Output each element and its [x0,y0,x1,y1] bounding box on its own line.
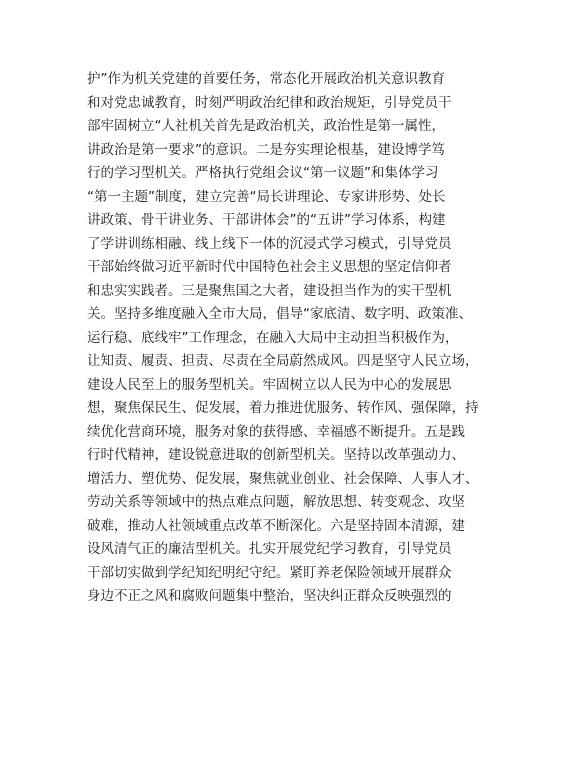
text-line: 破难，推动人社领域重点改革不断深化。六是坚持固本清源，建 [87,517,465,534]
text-line: 行时代精神，建设锐意进取的创新型机关。坚持以改革强动力、 [87,447,465,463]
text-line: 了学讲训练相融、线上线下一体的沉浸式学习模式，引导党员 [87,235,452,252]
text-line: 干部切实做到学纪知纪明纪守纪。紧盯养老保险领域开展群众 [87,564,452,581]
body-text [87,68,507,609]
text-line: 续优化营商环境，服务对象的获得感、幸福感不断提升。五是践 [87,423,465,440]
text-line: 运行稳、底线牢”工作理念，在融入大局中主动担当积极作为， [87,329,459,346]
text-line: 讲政策、骨干讲业务、干部讲体会”的“五讲”学习体系，构建 [87,212,446,228]
text-line: 设风清气正的廉洁型机关。扎实开展党纪学习教育，引导党员 [87,541,452,557]
text-line: 想，聚焦保民生、促发展，着力推进优服务、转作风、强保障，持 [87,400,479,416]
text-line: 护”作为机关党建的首要任务，常态化开展政治机关意识教育 [87,71,445,87]
text-line: 干部始终做习近平新时代中国特色社会主义思想的坚定信仰者 [87,259,452,275]
text-line: 和对党忠诚教育，时刻严明政治纪律和政治规矩，引导党员干 [87,94,452,111]
text-line: 和忠实实践者。三是聚焦国之大者，建设担当作为的实干型机 [87,282,452,299]
text-line: “第一主题”制度，建立完善“局长讲理论、专家讲形势、处长 [87,188,446,205]
text-line: 增活力、塑优势、促发展，聚焦就业创业、社会保障、人事人才、 [87,470,479,487]
text-line: 让知责、履责、担责、尽责在全局蔚然成风。四是坚守人民立场， [87,353,479,369]
text-line: 部牢固树立“人社机关首先是政治机关，政治性是第一属性， [87,118,445,134]
text-line: 建设人民至上的服务型机关。牢固树立以人民为中心的发展思 [87,376,452,393]
text-line: 关。坚持多维度融入全市大局，倡导“家底清、数字明、政策准、 [87,306,472,322]
text-line: 讲政治是第一要求”的意识。二是夯实理论根基，建设博学笃 [87,141,445,158]
text-line: 身边不正之风和腐败问题集中整治，坚决纠正群众反映强烈的 [87,588,452,604]
text-line: 行的学习型机关。严格执行党组会议“第一议题”和集体学习 [87,165,439,181]
text-line: 劳动关系等领域中的热点难点问题，解放思想、转变观念、攻坚 [87,494,465,510]
